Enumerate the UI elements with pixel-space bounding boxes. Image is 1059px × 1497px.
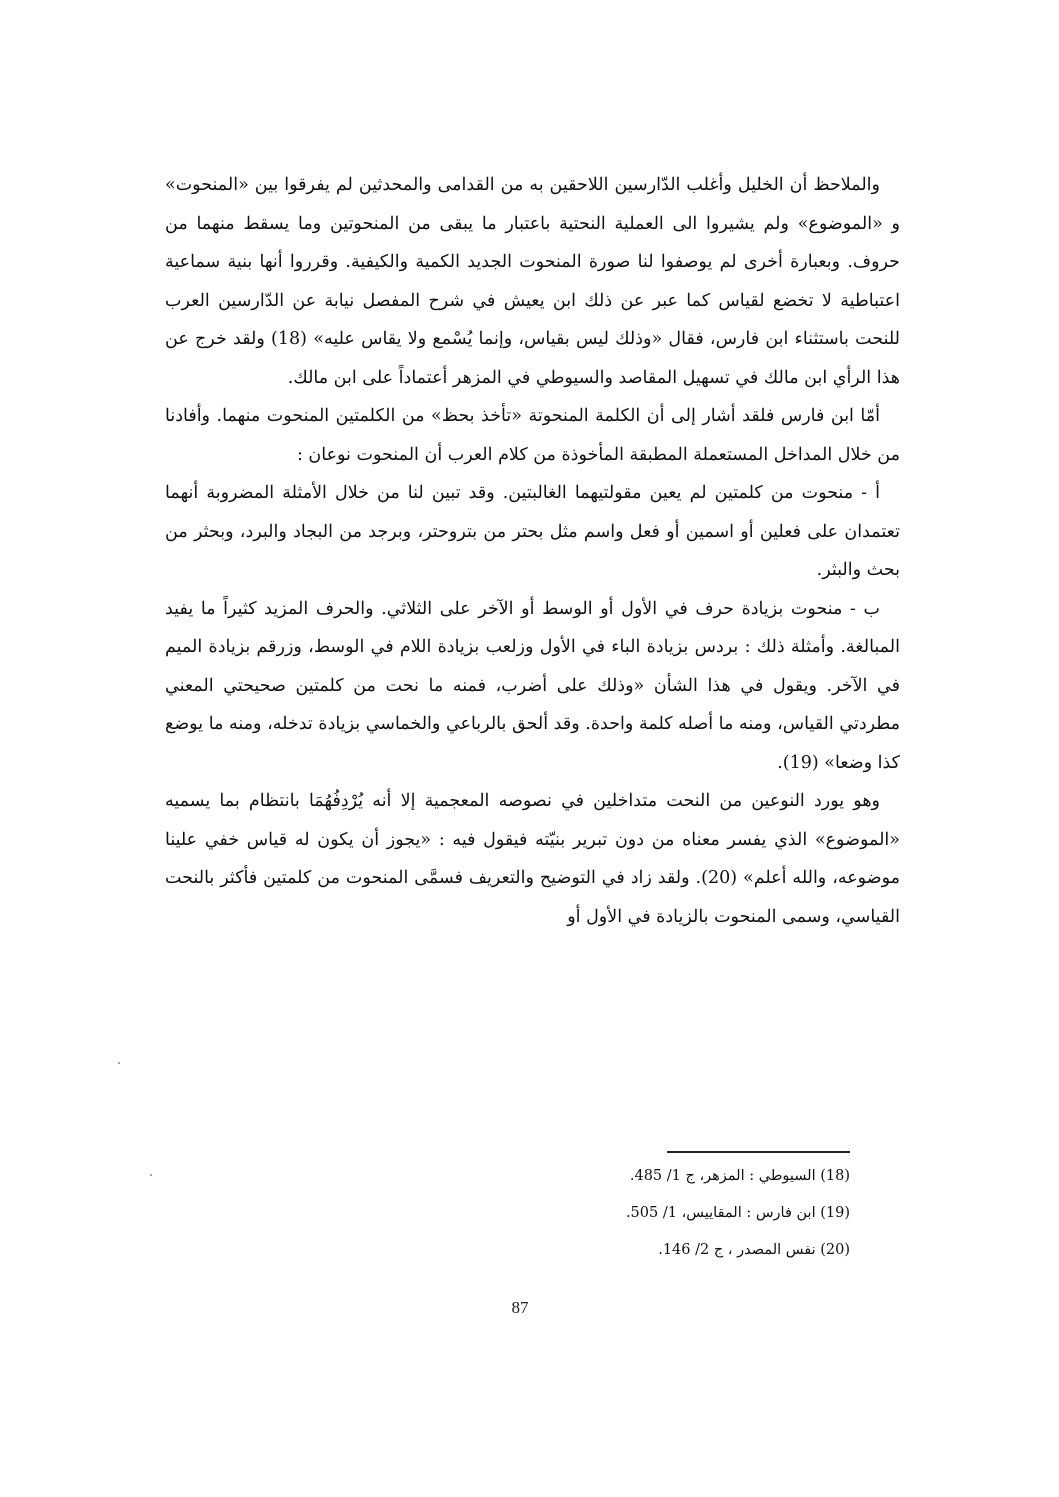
footnote-19: (19) ابن فارس : المقاييس، 1/ 505. [625,1205,850,1221]
paragraph-5: وهو يورد النوعين من النحت متداخلين في نصوصه المعجمية إلا أنه يُرْدِفُهُمَا بانتظام بما يسميه «الموضوع» الذي يفسر معناه من دون تبرير بنيّته فيقول فيه : «يجوز أن يكون له قياس خفي علينا موضوعه، والله أعلم» (20). ولقد زاد في التوضيح والتعريف فسمَّى المنحوت من كلمتين فأكثر بالنحت القياسي، وسمى المنحوت بالزيادة في الأول أو [165,791,900,927]
scan-speck [118,1062,120,1064]
paragraph-2: أمّا ابن فارس فلقد أشار إلى أن الكلمة المنحوتة «تأخذ بحظ» من الكلمتين المنحوت منهما. وأفادنا من خلال المداخل المستعملة المطبقة المأخوذة من كلام العرب أن المنحوت نوعان : [165,406,900,465]
footnote-20: (20) نفس المصدر ، ج 2/ 146. [658,1242,850,1258]
page-number: 87 [511,1298,529,1317]
footnote-18: (18) السيوطي : المزهر، ج 1/ 485. [629,1168,850,1184]
paragraph-3: أ - منحوت من كلمتين لم يعين مقولتيهما الغالبتين. وقد تبين لنا من خلال الأمثلة المضروبة أنهما تعتمدان على فعلين أو اسمين أو فعل واسم مثل بحتر من بتروحتر، وبرجد من البجاد والبرد، وبحثر من بحث والبثر. [165,483,900,580]
body-text [165,166,900,936]
paragraph-1: والملاحظ أن الخليل وأغلب الدّارسين اللاحقين به من القدامى والمحدثين لم يفرقوا بين «المنحوت» و «الموضوع» ولم يشيروا الى العملية النحتية باعتبار ما يبقى من المنحوتين وما يسقط منهما من حروف. وبعبارة أخرى لم يوصفوا لنا صورة المنحوت الجديد الكمية والكيفية. وقرروا أنها بنية سماعية اعتباطية لا تخضع لقياس كما عبر عن ذلك ابن يعيش في شرح المفصل نيابة عن الدّارسين العرب للنحت باستثناء ابن فارس، فقال «وذلك ليس بقياس، وإنما يُسْمع ولا يقاس عليه» (18) ولقد خرج عن هذا الرأي ابن مالك في تسهيل المقاصد والسيوطي في المزهر أعتماداً على ابن مالك. [165,175,900,388]
scan-speck [150,1174,152,1176]
footnotes [470,1158,850,1269]
footnote-separator [667,1151,850,1153]
paragraph-4: ب - منحوت بزيادة حرف في الأول أو الوسط أو الآخر على الثلاثي. والحرف المزيد كثيراً ما يفيد المبالغة. وأمثلة ذلك : بردس بزيادة الباء في الأول وزلعب بزيادة اللام في الوسط، وزرقم بزيادة الميم في الآخر. ويقول في هذا الشأن «وذلك على أضرب، فمنه ما نحت من كلمتين صحيحتي المعني مطردتي القياس، ومنه ما أصله كلمة واحدة. وقد ألحق بالرباعي والخماسي بزيادة تدخله، ومنه ما يوضع كذا وضعا» (19). [165,598,900,773]
